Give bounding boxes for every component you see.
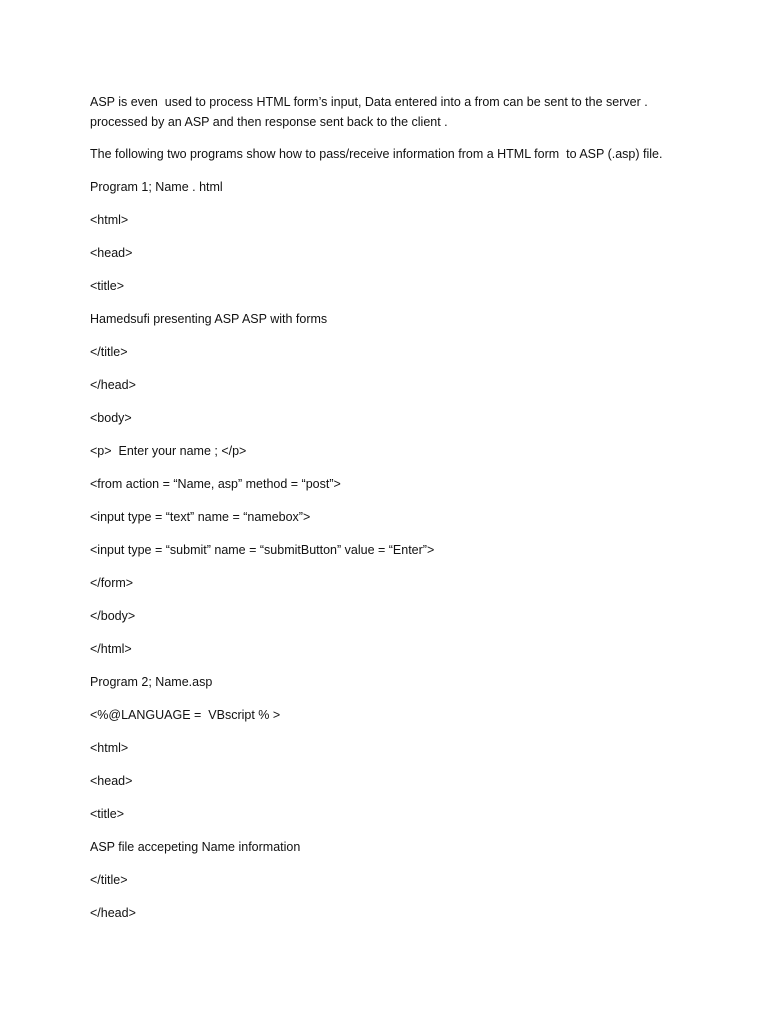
code-line: <head> [90, 773, 133, 788]
code-line: <title> [90, 806, 125, 821]
code-line: </head> [90, 905, 136, 920]
code-line: </body> [90, 608, 136, 623]
code-line: </head> [90, 377, 136, 392]
intro-line-2: processed by an ASP and then response sent back to the client . [90, 114, 448, 129]
program-2-heading: Program 2; Name.asp [90, 674, 213, 689]
code-line: <title> [90, 278, 125, 293]
code-line: Hamedsufi presenting ASP ASP with forms [90, 311, 328, 326]
code-line: <from action = “Name, asp” method = “post”> [90, 476, 341, 491]
code-line: </html> [90, 641, 132, 656]
code-line: ASP file accepeting Name information [90, 839, 301, 854]
program-1-heading: Program 1; Name . html [90, 179, 223, 194]
code-line: <html> [90, 212, 129, 227]
code-line: <body> [90, 410, 132, 425]
code-line: <html> [90, 740, 129, 755]
code-line: <p> Enter your name ; </p> [90, 443, 247, 458]
code-line: </title> [90, 344, 128, 359]
code-line: </title> [90, 872, 128, 887]
code-line: <input type = “submit” name = “submitButton” value = “Enter”> [90, 542, 435, 557]
code-line: <input type = “text” name = “namebox”> [90, 509, 311, 524]
code-line: <head> [90, 245, 133, 260]
code-line: <%@LANGUAGE = VBscript % > [90, 707, 281, 722]
code-line: </form> [90, 575, 134, 590]
intro-paragraph [90, 93, 710, 132]
intro-paragraph-2: The following two programs show how to pass/receive information from a HTML form to ASP (.asp) file. [90, 147, 663, 161]
document-page [90, 93, 710, 937]
intro-line-1: ASP is even used to process HTML form’s input, Data entered into a from can be sent to the server . [90, 95, 648, 109]
